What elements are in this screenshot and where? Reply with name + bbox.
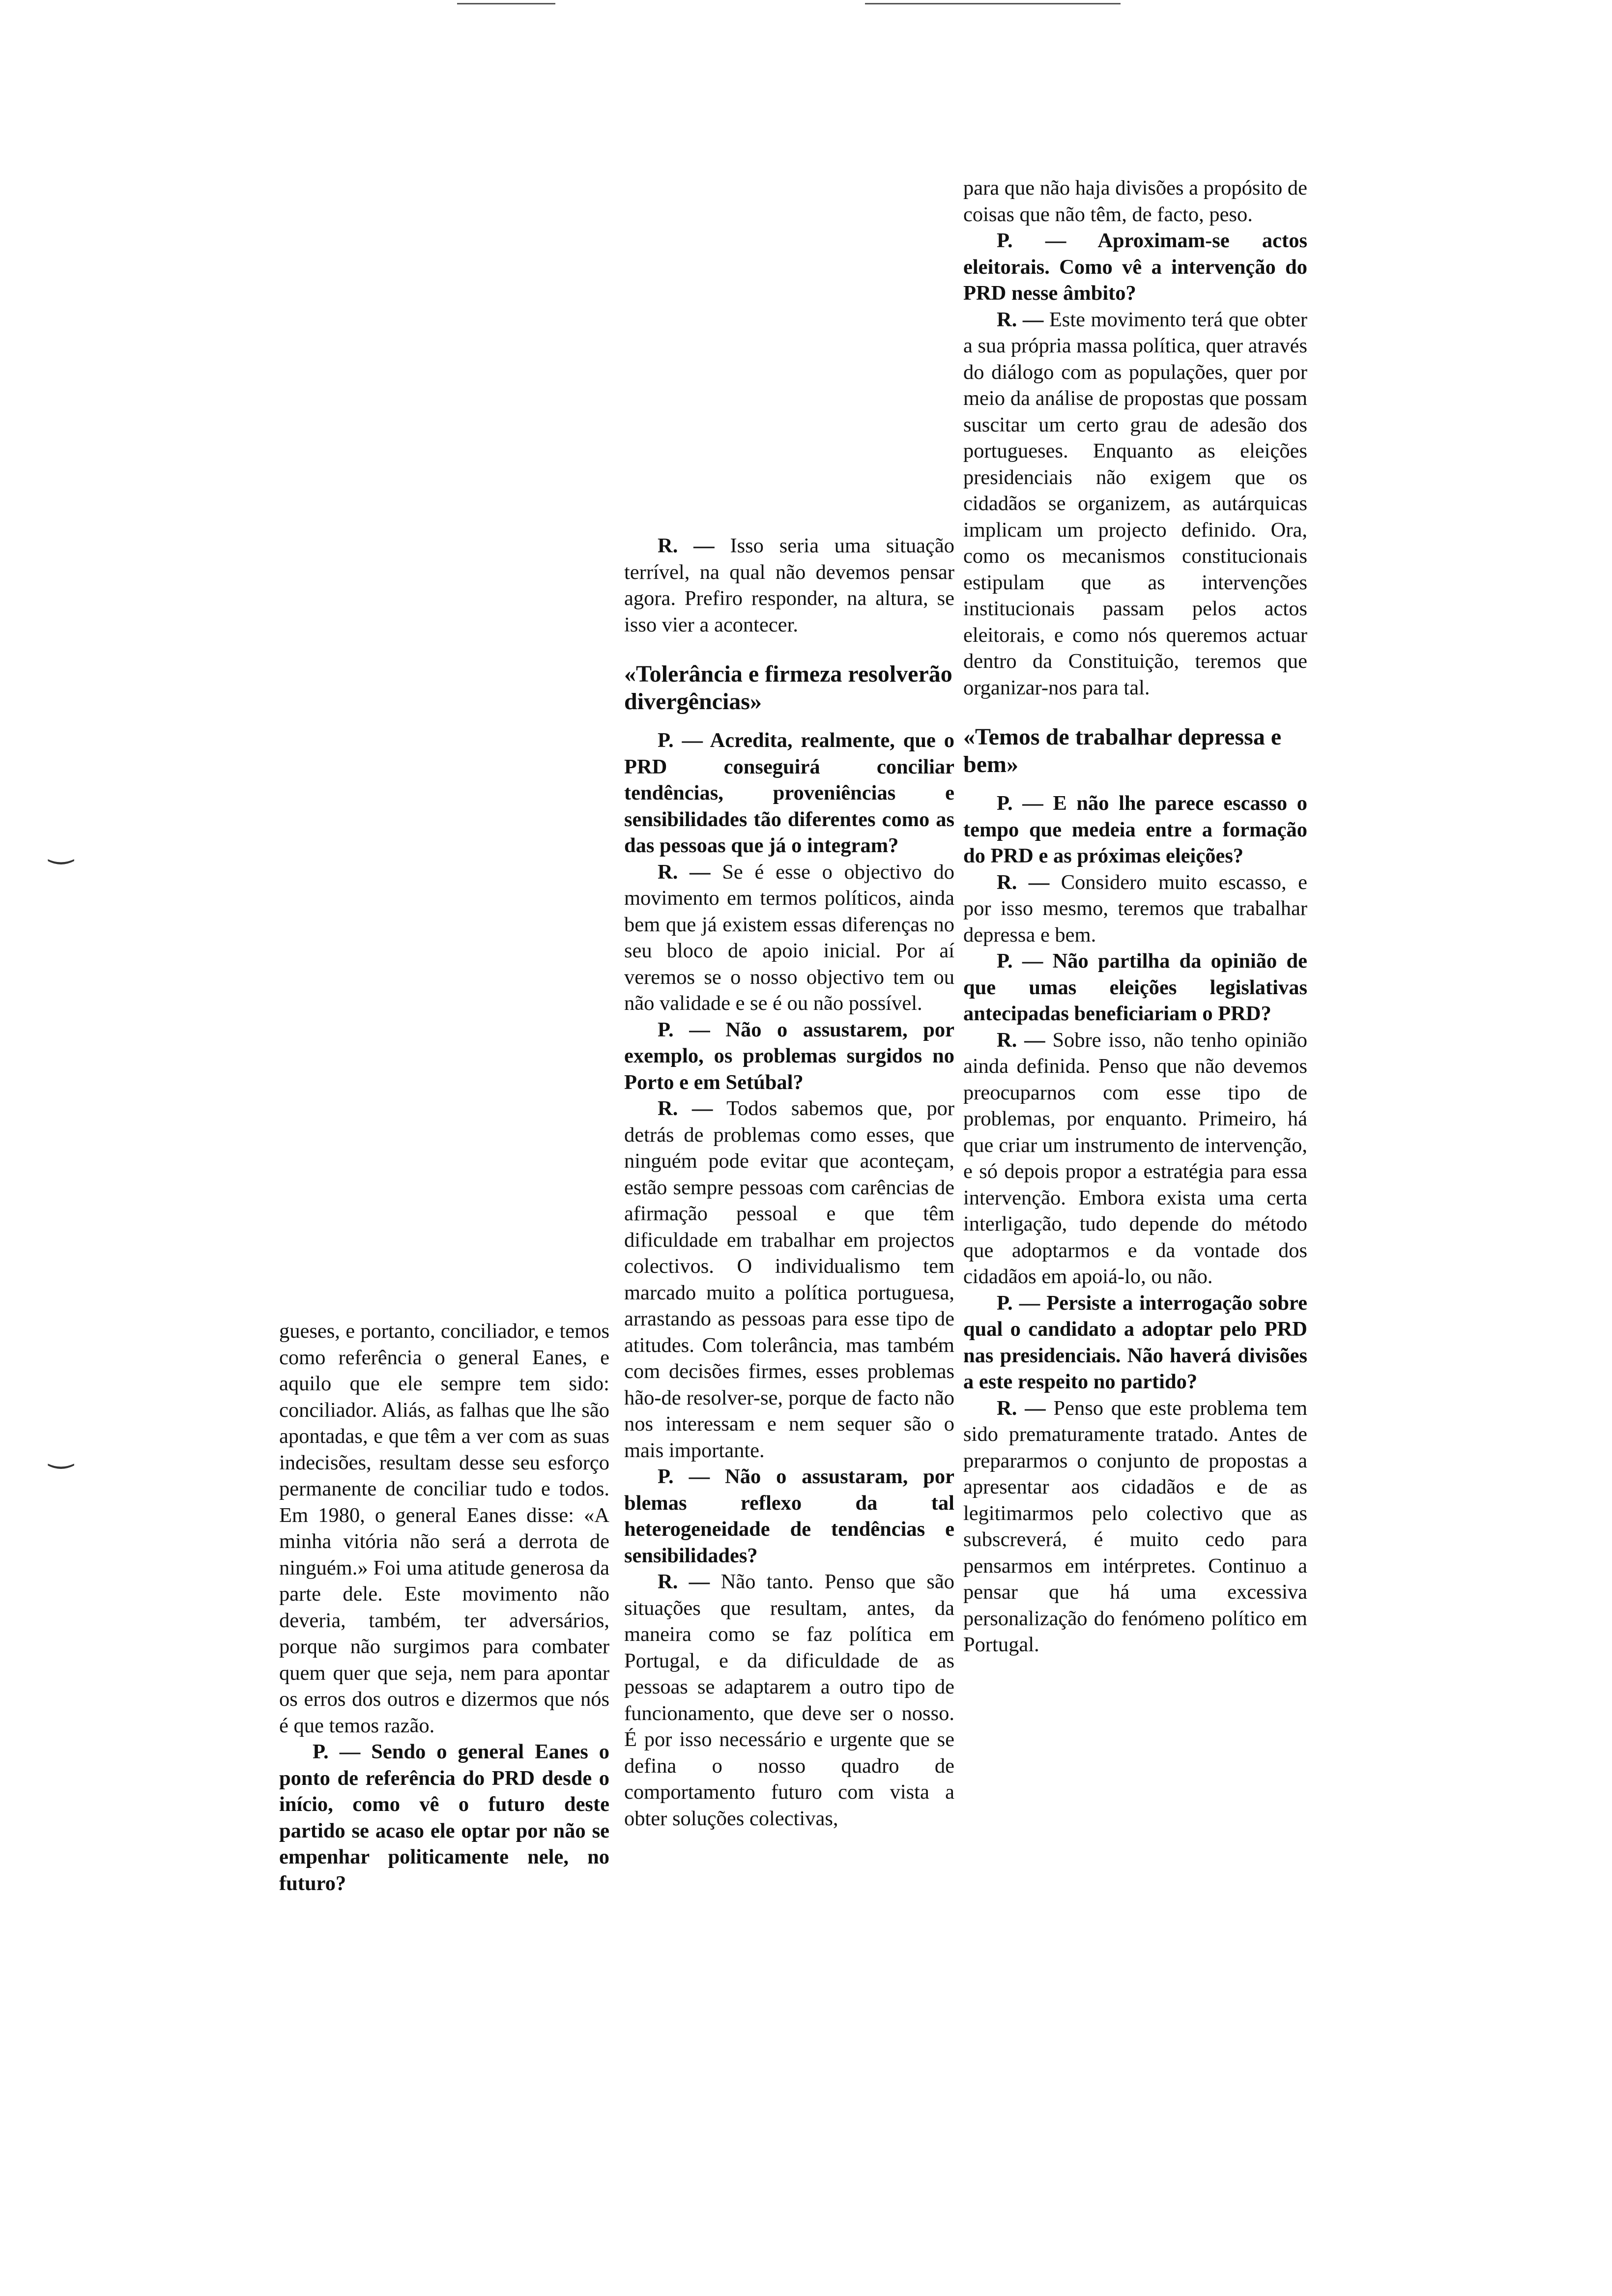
speaker-label: R. — bbox=[997, 1396, 1046, 1420]
speaker-label: P. — bbox=[658, 1018, 710, 1041]
interview-question bbox=[624, 1464, 954, 1569]
interview-question bbox=[963, 228, 1307, 307]
speaker-label: R. — bbox=[997, 1028, 1045, 1052]
speaker-label: R. — bbox=[658, 860, 711, 884]
column-left bbox=[279, 1318, 609, 1896]
interview-answer bbox=[963, 1395, 1307, 1658]
section-heading: «Tolerância e firmeza resolverão divergências» bbox=[624, 661, 952, 715]
paragraph-text: Todos sabemos que, por detrás de problemas como esses, que ninguém pode evitar que aconteçam, estão sempre pessoas com carências de afirmação pessoal e que têm dificuldade em trabalhar em projectos colectivos. O individualismo tem marcado muito a política portuguesa, arrastando as pessoas para esse tipo de atitudes. Com tolerância, mas também com decisões firmes, esses problemas hão-de resolver-se, porque de facto não nos interessam e nem sequer são o mais importante. bbox=[624, 1097, 954, 1462]
interview-answer bbox=[963, 307, 1307, 701]
speaker-label: R. — bbox=[997, 870, 1050, 894]
body-paragraph bbox=[963, 175, 1307, 228]
speaker-label: R. — bbox=[658, 534, 715, 557]
interview-answer bbox=[624, 1095, 954, 1464]
interview-answer bbox=[624, 533, 954, 638]
paragraph-text: Não o assustarem, por exemplo, os problemas surgidos no Porto e em Setúbal? bbox=[624, 1018, 954, 1094]
top-rule-left bbox=[457, 3, 555, 4]
body-paragraph bbox=[279, 1318, 609, 1739]
speaker-label: P. — bbox=[997, 229, 1066, 252]
speaker-label: P. — bbox=[313, 1740, 361, 1763]
speaker-label: R. — bbox=[997, 308, 1044, 331]
interview-question bbox=[279, 1739, 609, 1896]
paragraph-text: Persiste a interrogação sobre qual o candidato a adoptar pelo PRD nas presidenciais. Não haverá divisões a este respeito no partido? bbox=[963, 1291, 1308, 1393]
column-middle bbox=[624, 533, 954, 1832]
paragraph-text: Não tanto. Penso que são situações que resultam, antes, da maneira como se faz política em Portugal, e da dificuldade de as pessoas se adaptarem a outro tipo de funcionamento, que deve ser o nosso. É por isso necessário e urgente que se defina o nosso quadro de comportamento futuro com vista a obter soluções colectivas, bbox=[624, 1570, 954, 1830]
paragraph-text: Este movimento terá que obter a sua própria massa política, quer através do diálogo com as populações, quer por meio da análise de propostas que possam suscitar um certo grau de adesão dos portugueses. Enquanto as eleições presidenciais não exigem que os cidadãos se organizem, as autárquicas implicam um projecto definido. Ora, como os mecanismos constitucionais estipulam que as intervenções institucionais passam pelos actos eleitorais, e como nós queremos actuar dentro da Constituição, teremos que organizar-nos para tal. bbox=[963, 308, 1307, 699]
interview-answer bbox=[624, 859, 954, 1017]
interview-answer bbox=[624, 1569, 954, 1832]
speaker-label: P. — bbox=[658, 1465, 710, 1488]
paragraph-text: Considero muito escasso, e por isso mesmo, teremos que trabalhar depressa e bem. bbox=[963, 870, 1307, 947]
paragraph-text: Não partilha da opinião de que umas eleições legislativas antecipadas beneficiariam o PRD? bbox=[963, 949, 1308, 1025]
paragraph-text: Aproximam-se actos eleitorais. Como vê a intervenção do PRD nesse âmbito? bbox=[963, 229, 1307, 305]
top-rule-right bbox=[865, 3, 1121, 4]
speaker-label: R. — bbox=[658, 1570, 710, 1593]
column-right bbox=[963, 175, 1307, 1658]
paragraph-text: E não lhe parece escasso o tempo que medeia entre a formação do PRD e as próximas eleições? bbox=[963, 792, 1307, 867]
interview-question bbox=[624, 727, 954, 859]
paragraph-text: Acredita, realmente, que o PRD conseguirá conciliar tendências, proveniências e sensibilidades tão diferentes como as das pessoas que já o integram? bbox=[624, 729, 954, 857]
interview-question bbox=[963, 1290, 1307, 1395]
interview-answer bbox=[963, 1027, 1307, 1290]
interview-question bbox=[963, 790, 1307, 869]
paragraph-text: Se é esse o objectivo do movimento em termos políticos, ainda bem que já existem essas diferenças no seu bloco de apoio inicial. Por aí veremos se o nosso objectivo tem ou não validade e se é ou não possível. bbox=[624, 860, 954, 1015]
speaker-label: P. — bbox=[997, 949, 1043, 973]
interview-question bbox=[624, 1017, 954, 1096]
paragraph-text: gueses, e portanto, conciliador, e temos como referência o general Eanes, e aquilo que ele sempre tem sido: conciliador. Aliás, as falhas que lhe são apontadas, e que têm a ver com as suas indecisões, resultam desse seu esforço permanente de conciliar tudo e todos. Em 1980, o general Eanes disse: «A minha vitória não será a derrota de ninguém.» Foi uma atitude generosa da parte dele. Este movimento não deveria, também, ter adversários, porque não surgimos para combater quem quer que seja, nem para apontar os erros dos outros e dizermos que nós é que temos razão. bbox=[279, 1320, 609, 1737]
paragraph-text: para que não haja divisões a propósito de coisas que não têm, de facto, peso. bbox=[963, 176, 1307, 226]
margin-mark-upper: ‿ bbox=[49, 831, 73, 865]
paragraph-text: Isso seria uma situação terrível, na qual não devemos pensar agora. Prefiro responder, na altura, se isso vier a acontecer. bbox=[624, 534, 954, 636]
paragraph-text: Sendo o general Eanes o ponto de referência do PRD desde o início, como vê o futuro deste partido se acaso ele optar por não se empenhar politicamente nele, no futuro? bbox=[279, 1740, 610, 1895]
paragraph-text: Não o assustaram, por blemas reflexo da tal heterogeneidade de tendências e sensibilidades? bbox=[624, 1465, 955, 1567]
speaker-label: P. — bbox=[658, 729, 703, 752]
paragraph-text: Sobre isso, não tenho opinião ainda definida. Penso que não devemos preocuparnos com esse tipo de problemas, por enquanto. Primeiro, há que criar um instrumento de intervenção, e só depois propor a estratégia para essa intervenção. Embora exista uma certa interligação, tudo depende do método que adoptarmos e da vontade dos cidadãos em apoiá-lo, ou não. bbox=[963, 1028, 1308, 1288]
margin-mark-lower: ‿ bbox=[49, 1435, 73, 1469]
paragraph-text: Penso que este problema tem sido prematuramente tratado. Antes de prepararmos o conjunto de propostas a apresentar aos cidadãos e de as legitimarmos pelo colectivo que as subscreverá, é muito cedo para pensarmos em intérpretes. Continuo a pensar que há uma excessiva personalização do fenómeno político em Portugal. bbox=[963, 1396, 1307, 1656]
speaker-label: P. — bbox=[997, 792, 1043, 815]
section-heading: «Temos de trabalhar depressa e bem» bbox=[963, 724, 1282, 777]
speaker-label: R. — bbox=[658, 1097, 713, 1120]
interview-question bbox=[963, 948, 1307, 1027]
interview-answer bbox=[963, 869, 1307, 948]
speaker-label: P. — bbox=[997, 1291, 1040, 1315]
